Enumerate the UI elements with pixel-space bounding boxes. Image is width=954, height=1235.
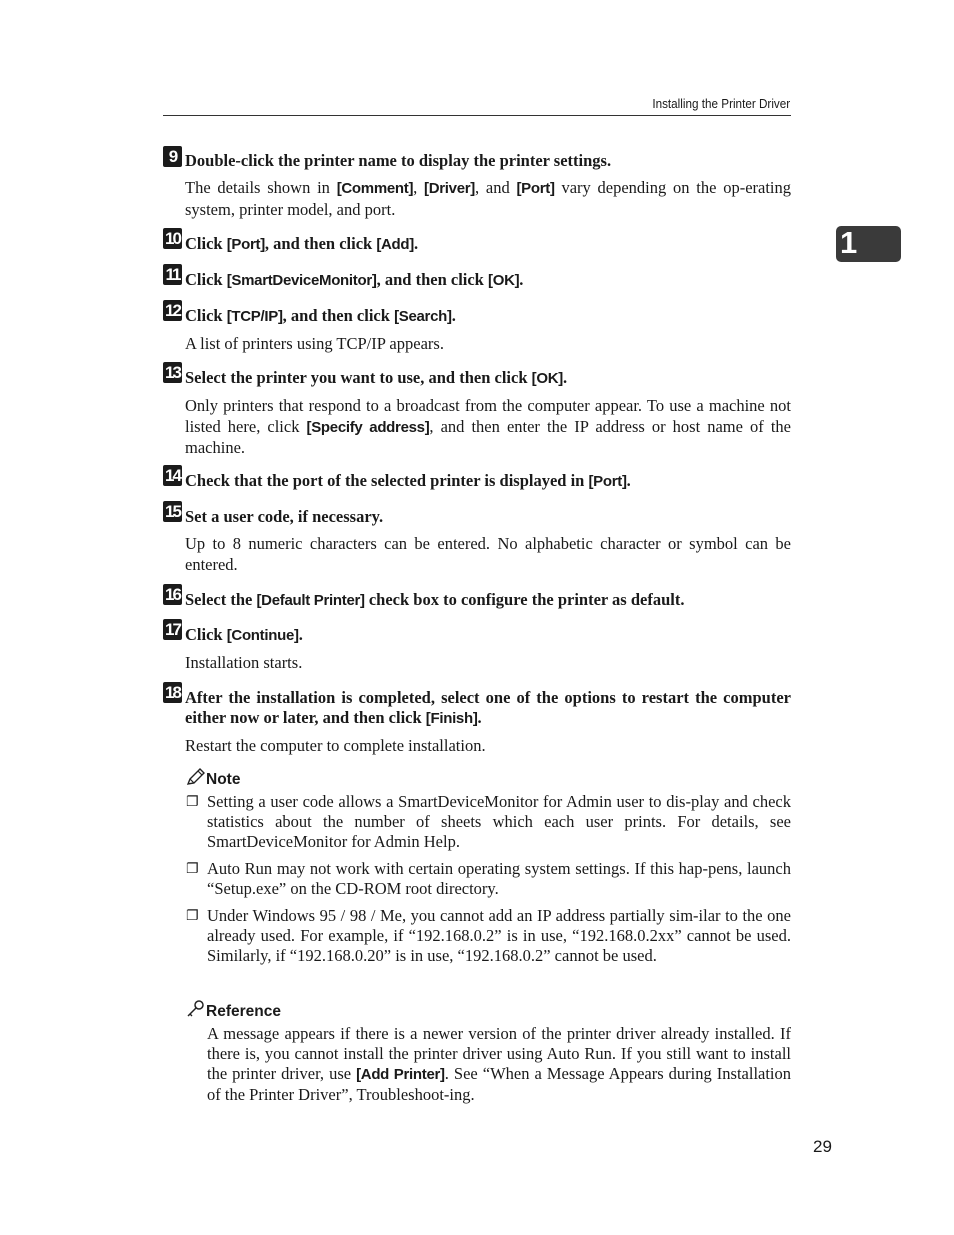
step-instruction: After the installation is completed, select one of the options to restart the computer either now or later, and then click [Finish]. xyxy=(185,688,791,727)
step-number-11: 11 xyxy=(163,264,182,285)
reference-key-icon xyxy=(186,999,206,1017)
step-description: Restart the computer to complete installation. xyxy=(185,736,486,755)
reference-text: A message appears if there is a newer version of the printer driver already installed. If there is, you cannot install the printer driver using Auto Run. If you still want to install the printer driver, use [Add Printer]. See “When a Message Appears during Installation of the Printer Driver”, Troubleshoot-ing. xyxy=(207,1024,792,1104)
step-instruction: Select the printer you want to use, and then click [OK]. xyxy=(185,368,568,387)
note-item: ❐ Under Windows 95 / 98 / Me, you cannot add an IP address partially sim-ilar to the one already used. For example, if “192.168.0.2” is in use, “192.168.0.2xx” cannot be used. Similarly, if “192.168.0.20” is in use, “192.168.0.2” cannot be used. xyxy=(186,906,791,965)
header-rule xyxy=(163,115,791,116)
step-13 xyxy=(185,368,791,459)
step-15 xyxy=(185,507,791,575)
step-instruction: Click [Port], and then click [Add]. xyxy=(185,234,419,253)
step-number-17: 17 xyxy=(163,619,182,640)
step-12 xyxy=(185,306,791,355)
checkbox-bullet-icon: ❐ xyxy=(186,861,199,877)
step-instruction: Set a user code, if necessary. xyxy=(185,507,384,526)
step-instruction: Click [SmartDeviceMonitor], and then click [OK]. xyxy=(185,270,524,289)
step-number-14: 14 xyxy=(163,465,182,486)
note-heading: Note xyxy=(186,768,240,789)
note-item: ❐ Setting a user code allows a SmartDeviceMonitor for Admin user to dis-play and check statistics about the number of sheets which each user prints. For details, see SmartDeviceMonitor for Admin Help. xyxy=(186,792,791,851)
pencil-icon xyxy=(186,768,206,786)
step-number-13: 13 xyxy=(163,362,182,383)
step-instruction: Select the [Default Printer] check box to configure the printer as default. xyxy=(185,590,685,609)
note-item: ❐ Auto Run may not work with certain operating system settings. If this hap-pens, launch “Setup.exe” on the CD-ROM root directory. xyxy=(186,859,791,898)
step-description: The details shown in [Comment], [Driver], and [Port] vary depending on the op-erating system, printer model, and port. xyxy=(185,178,792,219)
step-number-10: 10 xyxy=(163,228,182,249)
step-instruction: Double-click the printer name to display the printer settings. xyxy=(185,151,612,170)
reference-heading: Reference xyxy=(186,999,281,1021)
step-number-12: 12 xyxy=(163,300,182,321)
step-description: Only printers that respond to a broadcast from the computer appear. To use a machine not listed here, click [Specify address], and then enter the IP address or host name of the machine. xyxy=(185,396,791,457)
step-instruction: Click [TCP/IP], and then click [Search]. xyxy=(185,306,456,325)
step-description: Installation starts. xyxy=(185,653,303,672)
checkbox-bullet-icon: ❐ xyxy=(186,794,199,810)
step-instruction: Click [Continue]. xyxy=(185,625,303,644)
step-16 xyxy=(185,590,791,611)
step-11 xyxy=(185,270,791,291)
step-description: A list of printers using TCP/IP appears. xyxy=(185,334,444,353)
step-description: Up to 8 numeric characters can be entered. No alphabetic character or symbol can be entered. xyxy=(185,534,791,574)
chapter-tab xyxy=(836,226,901,262)
step-instruction: Check that the port of the selected printer is displayed in [Port]. xyxy=(185,471,631,490)
step-number-18: 18 xyxy=(163,682,182,703)
running-header: Installing the Printer Driver xyxy=(652,96,790,111)
chapter-number: 1 xyxy=(840,225,858,260)
step-17 xyxy=(185,625,791,674)
step-10 xyxy=(185,234,791,255)
step-number-15: 15 xyxy=(163,501,182,522)
step-number-9: 9 xyxy=(163,146,182,167)
checkbox-bullet-icon: ❐ xyxy=(186,908,199,924)
step-14 xyxy=(185,471,791,492)
step-18 xyxy=(185,688,791,757)
step-9 xyxy=(185,151,791,220)
step-number-16: 16 xyxy=(163,584,182,605)
page-number: 29 xyxy=(813,1137,832,1156)
